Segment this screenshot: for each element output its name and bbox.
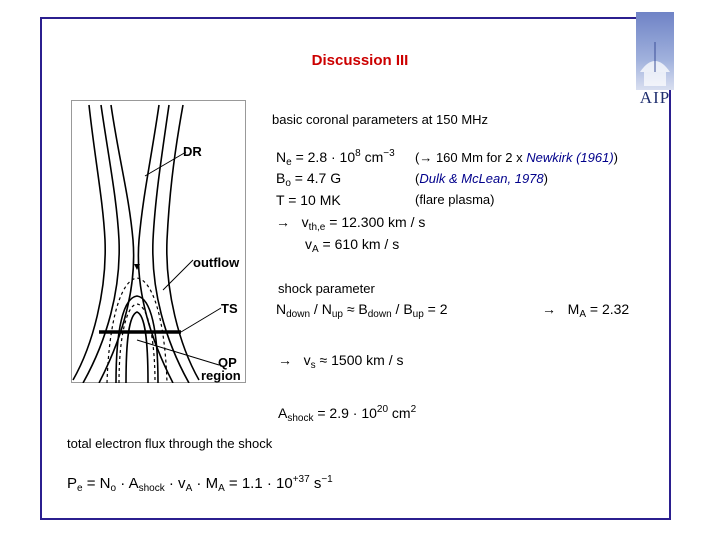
note-flare: (flare plasma) — [415, 192, 495, 207]
eq-compression-ratio: $N_{down} / N_{up} \approx B_{down} / B_{up} = 2$ — [276, 301, 448, 320]
label-outflow: outflow — [193, 255, 240, 270]
eq-mach-number: → $M_A = 2.32$ — [542, 301, 630, 320]
slide-title: Discussion III — [311, 52, 409, 69]
label-dr: DR — [183, 144, 202, 159]
shock-heading: shock parameter — [278, 281, 375, 296]
note-dulk: (Dulk & McLean, 1978) — [415, 171, 548, 186]
eq-shock-area: $A_{shock} = 2.9 \cdot 10^{20}$ $cm^2$ — [278, 404, 417, 424]
eq-electron-density: $N_e = 2.8 \cdot 10^8$ $cm^{-3}$ — [276, 148, 395, 168]
eq-shock-speed: → $v_s \approx 1500$ km / s — [278, 352, 404, 371]
eq-temperature: T = 10 MK — [276, 192, 341, 208]
aip-logo-text: AIP — [639, 88, 671, 107]
label-ts: TS — [221, 301, 238, 316]
eq-magnetic-field: $B_o = 4.7$ G — [276, 170, 342, 189]
shock-diagram — [71, 100, 246, 383]
label-qp: QP — [218, 355, 237, 370]
eq-electron-flux: $P_e = N_o \cdot A_{shock} \cdot v_A \cdot M_A = 1.1 \cdot 10^{+37}$ $s^{-1}$ — [67, 474, 333, 494]
diagram-border — [72, 101, 246, 383]
aip-logo-icon — [636, 12, 674, 90]
eq-alfven-velocity: $v_A = 610$ km / s — [305, 236, 400, 255]
eq-thermal-velocity: → $v_{th,e} = 12.300$ km / s — [276, 214, 426, 233]
flux-heading: total electron flux through the shock — [67, 436, 273, 451]
note-newkirk: (→ 160 Mm for 2 x Newkirk (1961)) — [415, 150, 619, 165]
coronal-heading: basic coronal parameters at 150 MHz — [272, 112, 489, 127]
label-region: region — [201, 368, 241, 383]
